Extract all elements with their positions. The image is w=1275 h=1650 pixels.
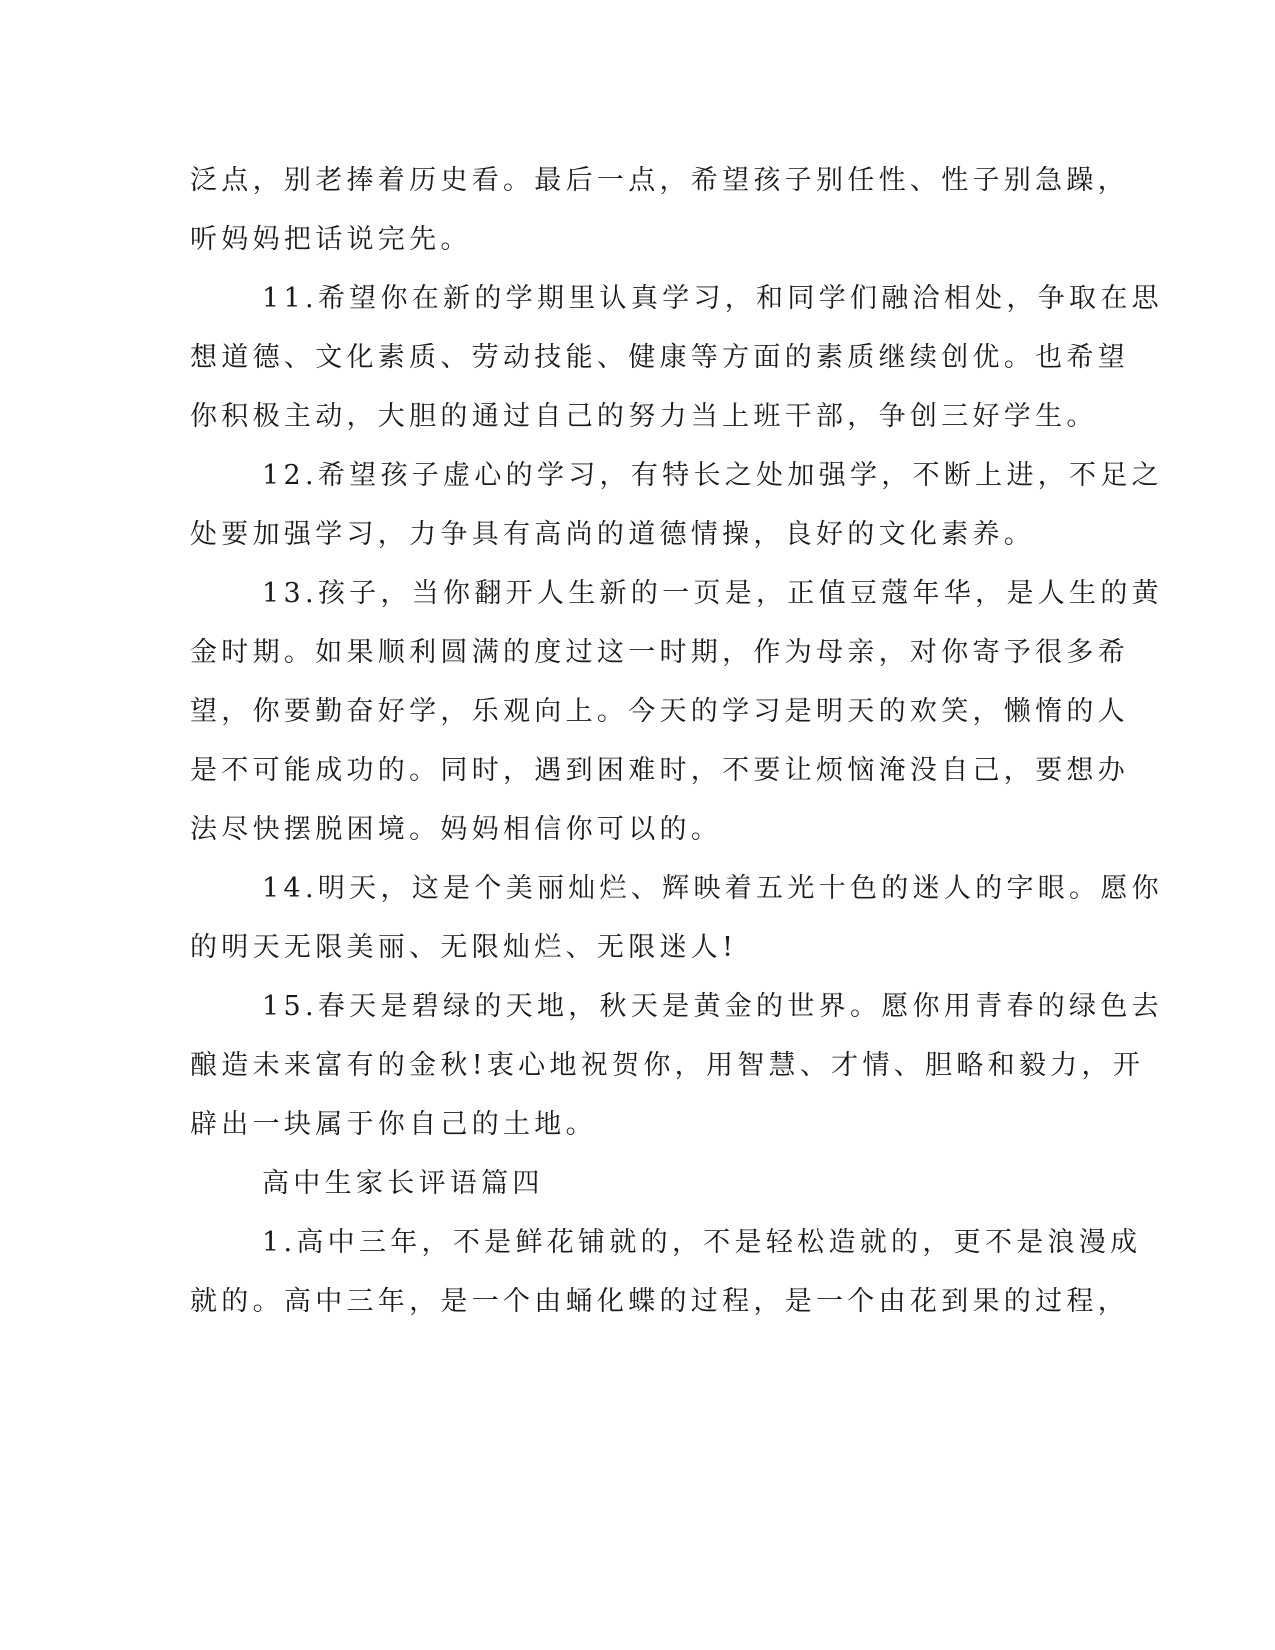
- paragraph-13-line-1: 13.孩子，当你翻开人生新的一页是，正值豆蔻年华，是人生的黄: [262, 578, 1163, 609]
- text-line: 酿造未来富有的金秋!衷心地祝贺你，用智慧、才情、胆略和毅力，开: [190, 1050, 1145, 1081]
- text-line: 法尽快摆脱困境。妈妈相信你可以的。: [190, 814, 723, 845]
- section-heading: 高中生家长评语篇四: [262, 1168, 544, 1199]
- paragraph-1-line-1: 1.高中三年，不是鲜花铺就的，不是轻松造就的，更不是浪漫成: [262, 1227, 1142, 1258]
- text-line: 泛点，别老捧着历史看。最后一点，希望孩子别任性、性子别急躁，: [190, 165, 1129, 196]
- paragraph-15-line-1: 15.春天是碧绿的天地，秋天是黄金的世界。愿你用青春的绿色去: [262, 991, 1163, 1022]
- text-line: 辟出一块属于你自己的土地。: [190, 1109, 597, 1140]
- text-line: 就的。高中三年，是一个由蛹化蝶的过程，是一个由花到果的过程，: [190, 1286, 1129, 1317]
- text-line: 听妈妈把话说完先。: [190, 224, 472, 255]
- text-line: 你积极主动，大胆的通过自己的努力当上班干部，争创三好学生。: [190, 401, 1098, 432]
- text-line: 处要加强学习，力争具有高尚的道德情操，良好的文化素养。: [190, 519, 1036, 550]
- text-line: 金时期。如果顺利圆满的度过这一时期，作为母亲，对你寄予很多希: [190, 637, 1129, 668]
- text-line: 想道德、文化素质、劳动技能、健康等方面的素质继续创优。也希望: [190, 342, 1129, 373]
- text-line: 是不可能成功的。同时，遇到困难时，不要让烦恼淹没自己，要想办: [190, 755, 1129, 786]
- text-line: 望，你要勤奋好学，乐观向上。今天的学习是明天的欢笑，懒惰的人: [190, 696, 1129, 727]
- text-line: 的明天无限美丽、无限灿烂、无限迷人!: [190, 932, 738, 963]
- paragraph-12-line-1: 12.希望孩子虚心的学习，有特长之处加强学，不断上进，不足之: [262, 460, 1163, 491]
- paragraph-14-line-1: 14.明天，这是个美丽灿烂、辉映着五光十色的迷人的字眼。愿你: [262, 873, 1163, 904]
- paragraph-11-line-1: 11.希望你在新的学期里认真学习，和同学们融洽相处，争取在思: [262, 283, 1163, 314]
